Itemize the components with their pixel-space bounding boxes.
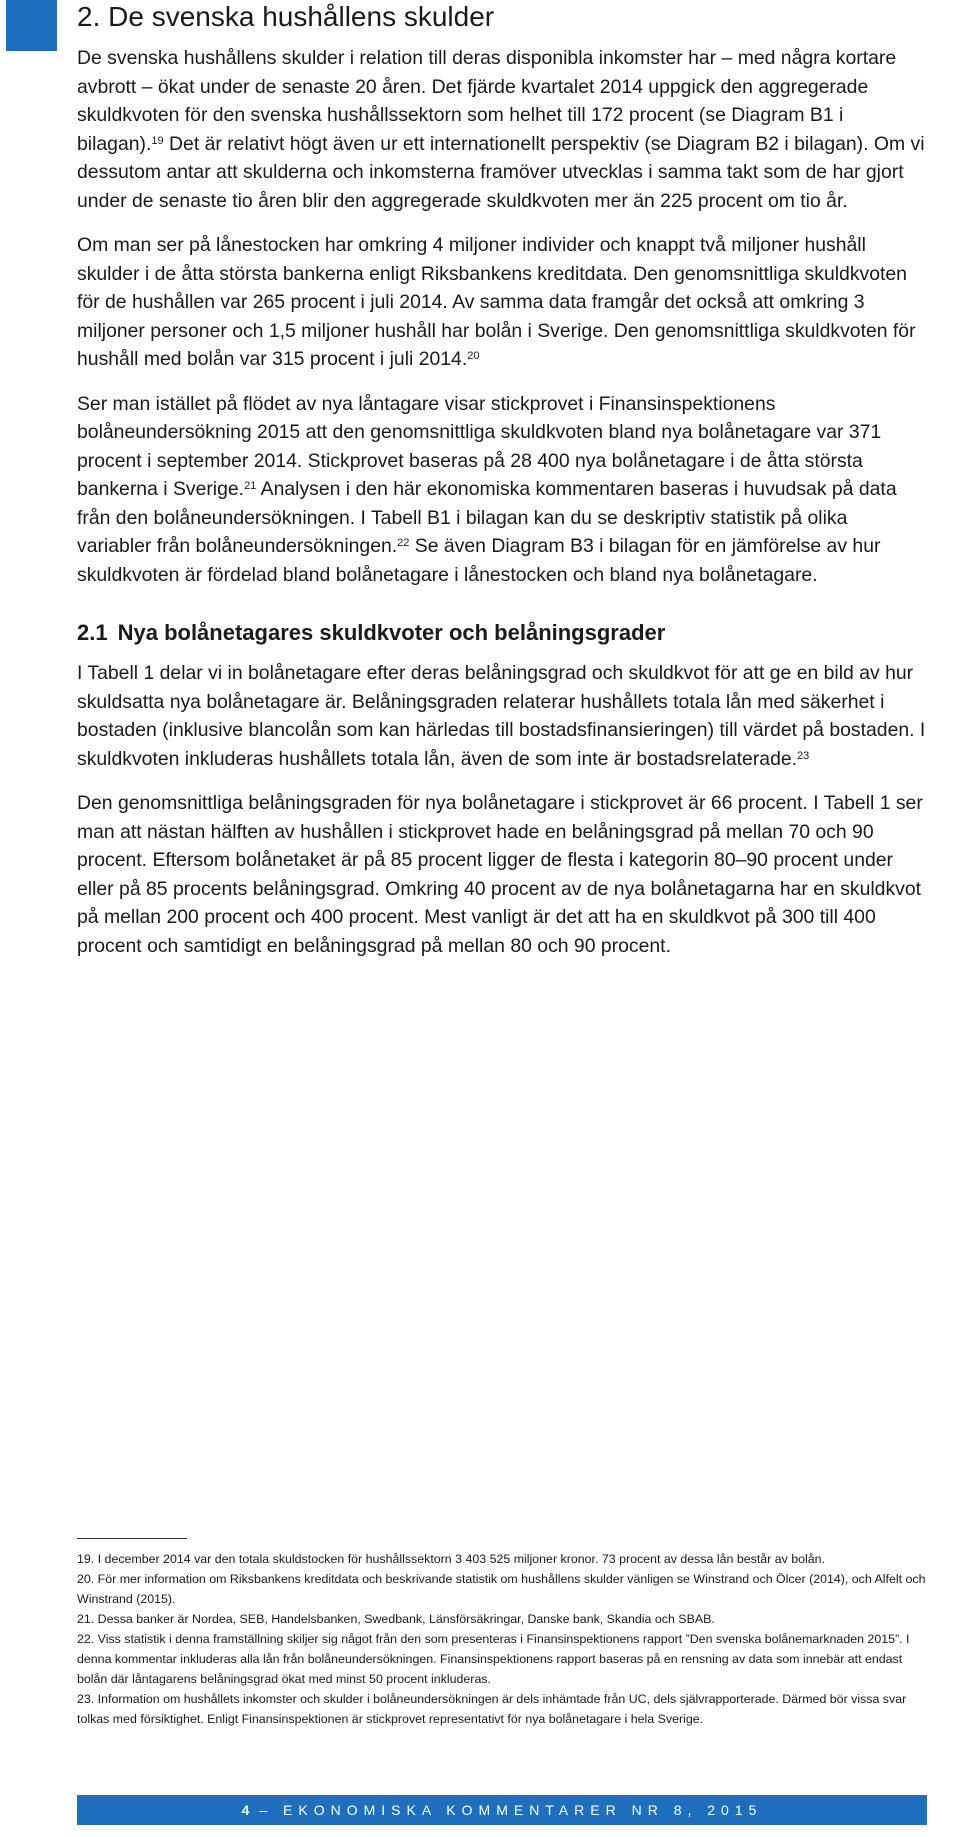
footnote-reference: 23 (797, 749, 810, 762)
footnote-reference: 22 (397, 537, 410, 549)
paragraph-text: Om man ser på lånestocken har omkring 4 miljoner individer och knappt två miljoner hushåll skulder i de åtta största bankerna enligt Riksbankens kreditdata. Den genomsnittliga skuldkvoten för de hushållen var 265 procent i juli 2014. Av samma data framgår det också att omkring 3 miljoner personer och 1,5 miljoner hushåll har bolån i Sverige. Den genomsnittliga skuldkvoten för hushåll med bolån var 315 procent i juli 2014. (77, 234, 916, 370)
footer-publication: – EKONOMISKA KOMMENTARER NR 8, 2015 (259, 1802, 763, 1818)
section-number: 2.1 (77, 620, 108, 645)
paragraph-text: De svenska hushållens skulder i relation till deras disponibla inkomster har – med några kortare avbrott – ökat under de senaste 20 åren. Det fjärde kvartalet 2014 uppgick den aggregerade skuldkvoten för den svenska hushållssektorn som helhet till 172 procent (se Diagram B1 i bilagan). (77, 47, 897, 155)
section-paragraphs (77, 659, 927, 960)
footnote: 19. I december 2014 var den totala skuldstocken för hushållssektorn 3 403 525 miljoner kronor. 73 procent av dessa lån består av bolån. (77, 1552, 826, 1566)
footnote-reference: 20 (467, 350, 480, 362)
footnote: 22. Viss statistik i denna framställning skiljer sig något från den som presenteras i Finansinspektionens rapport ”Den svenska bolånemarknaden 2015”. I denna kommentar inkluderas alla lån från bolåneundersökningen. Finansinspektionens rapport baseras på en rensning av data som innebär att endast bolån där låntagarens belåningsgrad ökat med minst 50 procent inkluderas. (77, 1632, 910, 1686)
page-number: 4 (241, 1802, 256, 1818)
body-paragraph (77, 231, 927, 374)
paragraph-text: Analysen i den här ekonomiska kommentaren baseras i huvudsak på data från den bolåneundersökningen. I Tabell B1 i bilagan kan du se deskriptiv statistik på olika variabler från bolåneundersökningen. (77, 478, 897, 557)
paragraph-text: Den genomsnittliga belåningsgraden för nya bolånetagare i stickprovet är 66 procent. I Tabell 1 ser man att nästan hälften av hushållen i stickprovet hade en belåningsgrad på mellan 70 och 90 procent. Eftersom bolånetaket är på 85 procent ligger de flesta i kategorin 80–90 procent under eller på 85 procents belåningsgrad. Omkring 40 procent av de nya bolånetagarna har en skuldkvot på mellan 200 procent och 400 procent. Mest vanligt är det att ha en skuldkvot på 300 till 400 procent och samtidigt en belåningsgrad på mellan 80 och 90 procent. (77, 792, 923, 957)
intro-paragraphs (77, 44, 927, 589)
footnotes (77, 1549, 927, 1729)
footnote-divider (77, 1538, 187, 1539)
section-title: Nya bolånetagares skuldkvoter och belåningsgrader (117, 620, 666, 645)
paragraph-text: Se även Diagram B3 i bilagan för en jämförelse av hur skuldkvoten är fördelad bland bolånetagare i lånestocken och bland nya bolånetagare. (77, 535, 881, 586)
body-paragraph (77, 789, 927, 960)
footnote: 23. Information om hushållets inkomster och skulder i bolåneundersökningen är dels inhämtade från UC, dels självrapporterade. Därmed bör vissa svar tolkas med försiktighet. Enligt Finansinspektionen är stickprovet representativt för nya bolånetagare i hela Sverige. (77, 1692, 907, 1726)
section-heading (77, 619, 927, 647)
page-footer (77, 1795, 927, 1825)
body-paragraph (77, 44, 927, 215)
body-paragraph (77, 390, 927, 590)
footnote-reference: 21 (244, 480, 257, 492)
paragraph-text: I Tabell 1 delar vi in bolånetagare efter deras belåningsgrad och skuldkvot för att ge en bild av hur skuldsatta nya bolånetagare är. Belåningsgraden relaterar hushållets totala lån med säkerhet i bostaden (inklusive blancolån som kan härledas till bostadsfinansieringen) till värdet på bostaden. I skuldkvoten inkluderas hushållets totala lån, även de som inte är bostadsrelaterade. (77, 662, 926, 770)
paragraph-text: Det är relativt högt även ur ett internationellt perspektiv (se Diagram B2 i bilagan). Om vi dessutom antar att skulderna och inkomsterna framöver utvecklas i samma takt som de har gjort under de senaste tio åren blir den aggregerade skuldkvoten mer än 225 procent om tio år. (77, 132, 925, 212)
paragraph-text: Ser man istället på flödet av nya låntagare visar stickprovet i Finansinspektionens bolåneundersökning 2015 att den genomsnittliga skuldkvoten bland nya bolånetagare var 371 procent i september 2014. Stickprovet baseras på 28 400 nya bolånetagare i de åtta största bankerna i Sverige. (77, 392, 882, 500)
page-title: 2. De svenska hushållens skulder (77, 1, 495, 32)
footnote: 20. För mer information om Riksbankens kreditdata och beskrivande statistik om hushållens skulder vänligen se Winstrand och Ölcer (2014), och Alfelt och Winstrand (2015). (77, 1572, 926, 1606)
footnote-reference: 19 (151, 134, 164, 147)
footnote: 21. Dessa banker är Nordea, SEB, Handelsbanken, Swedbank, Länsförsäkringar, Danske bank, Skandia och SBAB. (77, 1612, 715, 1626)
main-content (77, 44, 927, 976)
section-marker-square (6, 0, 57, 51)
body-paragraph (77, 659, 927, 773)
